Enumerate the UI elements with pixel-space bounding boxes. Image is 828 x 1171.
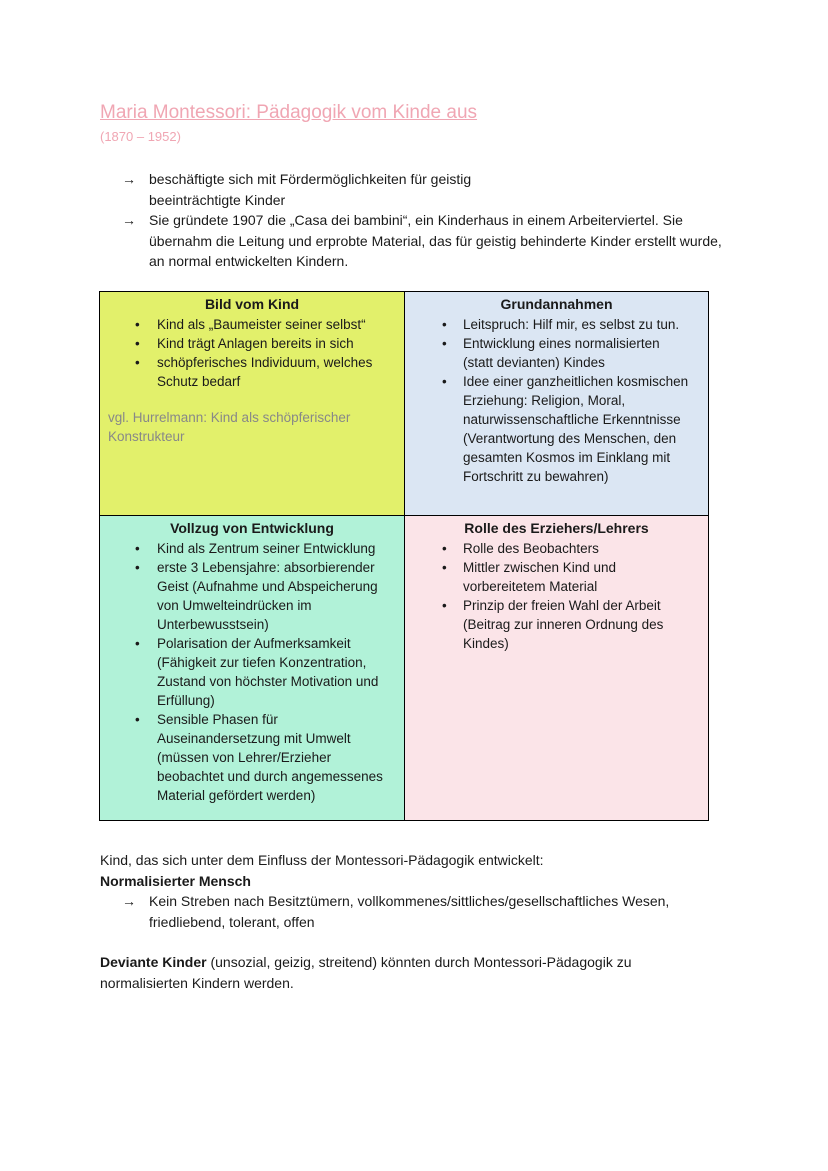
deviant-text [100, 952, 690, 993]
bullet-icon: • [135, 336, 140, 351]
cell-grundannahmen [405, 292, 708, 516]
overview-table [99, 291, 709, 821]
outro-item-text: Kein Streben nach Besitztümern, vollkommenes/sittliches/gesellschaftliches Wesen, friedliebend, tolerant, offen [149, 893, 670, 930]
cell-list [413, 315, 700, 486]
cell-vollzug-von-entwicklung [100, 516, 405, 820]
list-item-text: Entwicklung eines normalisierten (statt devianten) Kindes [463, 336, 660, 370]
cell-heading: Vollzug von Entwicklung [170, 520, 334, 536]
cell-rolle-des-erziehers [405, 516, 708, 820]
cell-note: vgl. Hurrelmann: Kind als schöpferischer Konstrukteur [108, 410, 351, 444]
bullet-icon: • [135, 636, 140, 651]
cell-heading: Grundannahmen [500, 296, 613, 312]
bullet-icon: • [135, 712, 140, 727]
arrow-icon: → [122, 171, 136, 187]
intro-item [122, 169, 529, 210]
list-item-text: Leitspruch: Hilf mir, es selbst zu tun. [463, 317, 680, 332]
bullet-icon: • [442, 541, 447, 556]
cell-heading: Rolle des Erziehers/Lehrers [464, 520, 649, 536]
list-item-text: Polarisation der Aufmerksamkeit (Fähigkeit zur tiefen Konzentration, Zustand von höchster Motivation und Erfüllung) [157, 636, 379, 708]
bullet-icon: • [442, 336, 447, 351]
bullet-icon: • [442, 598, 447, 613]
outro-lead: Kind, das sich unter dem Einfluss der Montessori-Pädagogik entwickelt: [100, 852, 544, 868]
list-item [108, 634, 396, 710]
intro-item-text: Sie gründete 1907 die „Casa dei bambini“, ein Kinderhaus in einem Arbeiterviertel. Sie übernahm die Leitung und erprobte Material, das für geistig behinderte Kinder erstellt wurde, an normal entwickelten Kindern. [149, 212, 722, 269]
intro-list [122, 169, 732, 272]
bullet-icon: • [442, 317, 447, 332]
outro-section [100, 850, 740, 891]
list-item-text: Idee einer ganzheitlichen kosmischen Erziehung: Religion, Moral, naturwissenschaftliche Erkenntnisse (Verantwortung des Menschen, den gesamten Kosmos im Einklang mit Fortschritt zu bewahren) [463, 374, 689, 484]
deviant-rest: (unsozial, geizig, streitend) könnten durch Montessori-Pädagogik zu normalisierten Kindern werden. [100, 954, 632, 991]
bullet-icon: • [135, 317, 140, 332]
bullet-icon: • [135, 541, 140, 556]
bullet-icon: • [442, 374, 447, 389]
list-item [413, 334, 700, 372]
outro-heading-text: Normalisierter Mensch [100, 872, 251, 889]
arrow-icon: → [122, 893, 136, 909]
list-item [413, 372, 700, 486]
list-item [108, 334, 396, 353]
list-item [413, 558, 700, 596]
list-item [108, 353, 396, 391]
list-item-text: Sensible Phasen für Auseinandersetzung mit Umwelt (müssen von Lehrer/Erzieher beobachtet und durch angemessenes Material gefördert werden) [157, 712, 383, 803]
deviant-paragraph [100, 952, 690, 993]
list-item [108, 710, 396, 805]
cell-heading: Bild vom Kind [204, 296, 300, 312]
list-item-text: erste 3 Lebensjahre: absorbierender Geist (Aufnahme und Abspeicherung von Umwelteindrücken im Unterbewusstsein) [157, 560, 378, 632]
cell-list [413, 539, 700, 653]
list-item-text: Kind trägt Anlagen bereits in sich [157, 336, 354, 351]
life-dates: (1870 – 1952) [100, 129, 181, 144]
list-item-text: Prinzip der freien Wahl der Arbeit (Beitrag zur inneren Ordnung des Kindes) [463, 598, 664, 651]
intro-item-text: beschäftigte sich mit Fördermöglichkeiten für geistig beeinträchtigte Kinder [149, 171, 472, 208]
list-item-text: Rolle des Beobachters [463, 541, 599, 556]
list-item-text: Kind als „Baumeister seiner selbst“ [157, 317, 366, 332]
outro-heading [100, 871, 740, 892]
outro-list [122, 891, 732, 932]
bullet-icon: • [135, 560, 140, 575]
arrow-icon: → [122, 212, 136, 228]
list-item-text: schöpferisches Individuum, welches Schutz bedarf [157, 355, 373, 389]
list-item [108, 558, 396, 634]
list-item [413, 596, 700, 653]
list-item [108, 315, 396, 334]
cell-bild-vom-kind [100, 292, 405, 516]
list-item [108, 539, 396, 558]
bullet-icon: • [442, 560, 447, 575]
bullet-icon: • [135, 355, 140, 370]
outro-item [122, 891, 732, 932]
list-item [413, 315, 700, 334]
deviant-bold: Deviante Kinder [100, 954, 207, 970]
list-item-text: Mittler zwischen Kind und vorbereitetem Material [463, 560, 617, 594]
cell-list [108, 539, 396, 805]
intro-item [122, 210, 732, 272]
list-item [413, 539, 700, 558]
cell-list [108, 315, 396, 391]
list-item-text: Kind als Zentrum seiner Entwicklung [157, 541, 376, 556]
document-title: Maria Montessori: Pädagogik vom Kinde aus [100, 102, 478, 123]
